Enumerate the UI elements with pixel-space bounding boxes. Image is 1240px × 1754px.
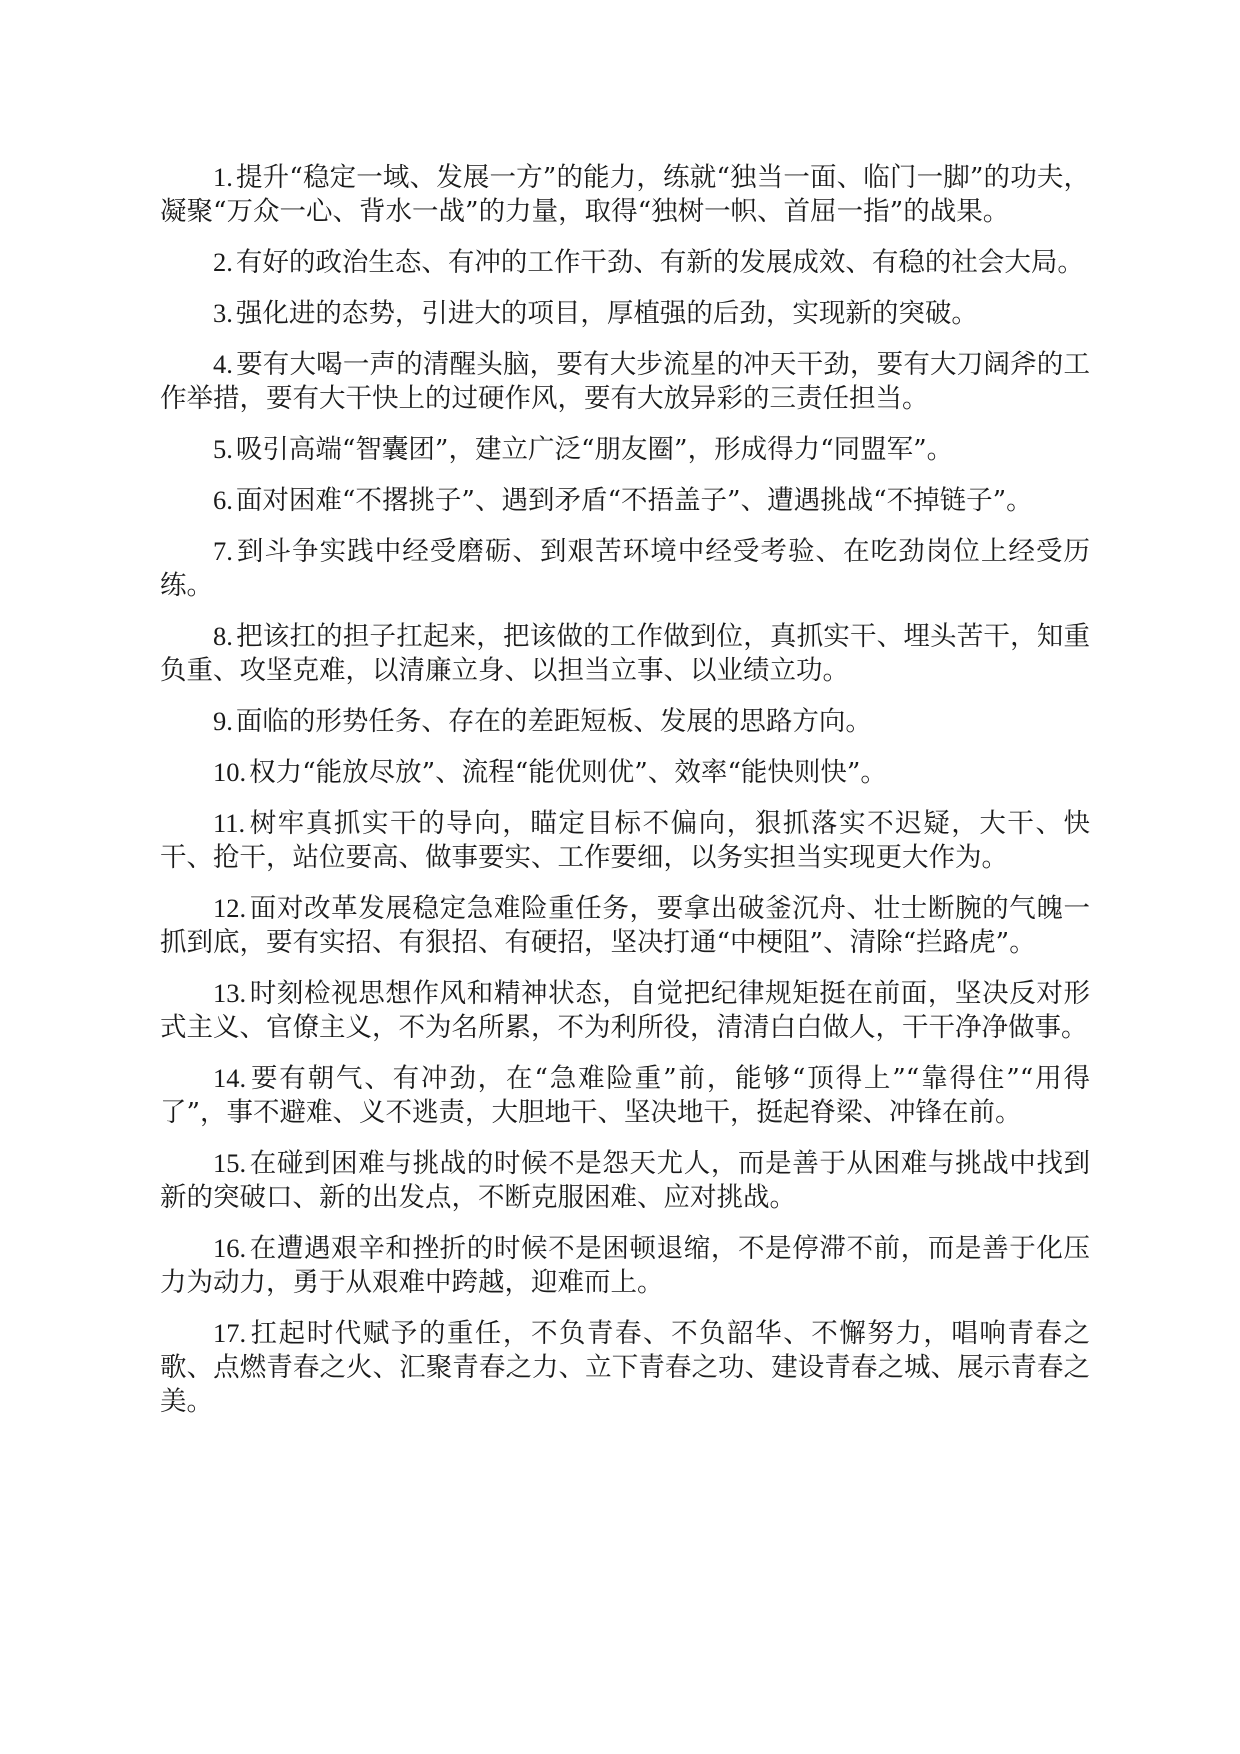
item-number: 5. bbox=[213, 434, 233, 464]
item-number: 11. bbox=[213, 808, 246, 838]
list-item bbox=[160, 1061, 1090, 1130]
item-text: 面对改革发展稳定急难险重任务，要拿出破釜沉舟、壮士断腕的气魄一抓到底，要有实招、有狠招、有硬招，坚决打通“中梗阻”、清除“拦路虎”。 bbox=[160, 893, 1090, 958]
item-text: 权力“能放尽放”、流程“能优则优”、效率“能快则快”。 bbox=[249, 757, 887, 788]
list-item bbox=[160, 1146, 1090, 1215]
item-number: 1. bbox=[213, 162, 233, 192]
item-text: 有好的政治生态、有冲的工作干劲、有新的发展成效、有稳的社会大局。 bbox=[235, 247, 1084, 278]
item-number: 4. bbox=[213, 349, 233, 379]
item-text: 把该扛的担子扛起来，把该做的工作做到位，真抓实干、埋头苦干，知重负重、攻坚克难，以清廉立身、以担当立事、以业绩立功。 bbox=[160, 621, 1090, 686]
list-item bbox=[160, 619, 1090, 688]
item-number: 17. bbox=[213, 1318, 247, 1348]
list-item bbox=[160, 347, 1090, 416]
item-number: 12. bbox=[213, 893, 247, 923]
list-item bbox=[160, 432, 1090, 467]
item-text: 面对困难“不撂挑子”、遇到矛盾“不捂盖子”、遭遇挑战“不掉链子”。 bbox=[235, 485, 1033, 516]
list-item bbox=[160, 296, 1090, 331]
item-number: 9. bbox=[213, 706, 233, 736]
item-number: 13. bbox=[213, 978, 247, 1008]
item-number: 6. bbox=[213, 485, 233, 515]
list-item bbox=[160, 755, 1090, 790]
list-item bbox=[160, 704, 1090, 739]
item-number: 15. bbox=[213, 1148, 247, 1178]
item-number: 3. bbox=[213, 298, 233, 328]
item-text: 强化进的态势，引进大的项目，厚植强的后劲，实现新的突破。 bbox=[235, 298, 978, 329]
item-number: 2. bbox=[213, 247, 233, 277]
item-text: 在遭遇艰辛和挫折的时候不是困顿退缩，不是停滞不前，而是善于化压力为动力，勇于从艰难中跨越，迎难而上。 bbox=[160, 1233, 1090, 1298]
item-text: 时刻检视思想作风和精神状态，自觉把纪律规矩挺在前面，坚决反对形式主义、官僚主义，不为名所累，不为利所役，清清白白做人，干干净净做事。 bbox=[160, 978, 1090, 1043]
list-item bbox=[160, 245, 1090, 280]
list-item bbox=[160, 534, 1090, 603]
list-item bbox=[160, 1231, 1090, 1300]
item-text: 扛起时代赋予的重任，不负青春、不负韶华、不懈努力，唱响青春之歌、点燃青春之火、汇聚青春之力、立下青春之功、建设青春之城、展示青春之美。 bbox=[160, 1318, 1090, 1417]
item-number: 16. bbox=[213, 1233, 247, 1263]
item-text: 提升“稳定一域、发展一方”的能力，练就“独当一面、临门一脚”的功夫，凝聚“万众一心、背水一战”的力量，取得“独树一帜、首屈一指”的战果。 bbox=[160, 162, 1090, 227]
item-text: 要有朝气、有冲劲，在“急难险重”前，能够“顶得上”“靠得住”“用得了”，事不避难、义不逃责，大胆地干、坚决地干，挺起脊梁、冲锋在前。 bbox=[160, 1063, 1090, 1128]
item-text: 到斗争实践中经受磨砺、到艰苦环境中经受考验、在吃劲岗位上经受历练。 bbox=[160, 536, 1090, 601]
item-number: 7. bbox=[213, 536, 233, 566]
list-item bbox=[160, 160, 1090, 229]
item-text: 要有大喝一声的清醒头脑，要有大步流星的冲天干劲，要有大刀阔斧的工作举措，要有大干快上的过硬作风，要有大放异彩的三责任担当。 bbox=[160, 349, 1090, 414]
item-text: 树牢真抓实干的导向，瞄定目标不偏向，狠抓落实不迟疑，大干、快干、抢干，站位要高、做事要实、工作要细，以务实担当实现更大作为。 bbox=[160, 808, 1090, 873]
item-text: 在碰到困难与挑战的时候不是怨天尤人，而是善于从困难与挑战中找到新的突破口、新的出发点，不断克服困难、应对挑战。 bbox=[160, 1148, 1090, 1213]
list-item bbox=[160, 483, 1090, 518]
list-item bbox=[160, 891, 1090, 960]
list-item bbox=[160, 1316, 1090, 1419]
item-number: 14. bbox=[213, 1063, 247, 1093]
item-text: 面临的形势任务、存在的差距短板、发展的思路方向。 bbox=[235, 706, 872, 737]
item-text: 吸引高端“智囊团”，建立广泛“朋友圈”，形成得力“同盟军”。 bbox=[235, 434, 954, 465]
item-number: 8. bbox=[213, 621, 233, 651]
item-number: 10. bbox=[213, 757, 247, 787]
list-item bbox=[160, 976, 1090, 1045]
list-item bbox=[160, 806, 1090, 875]
